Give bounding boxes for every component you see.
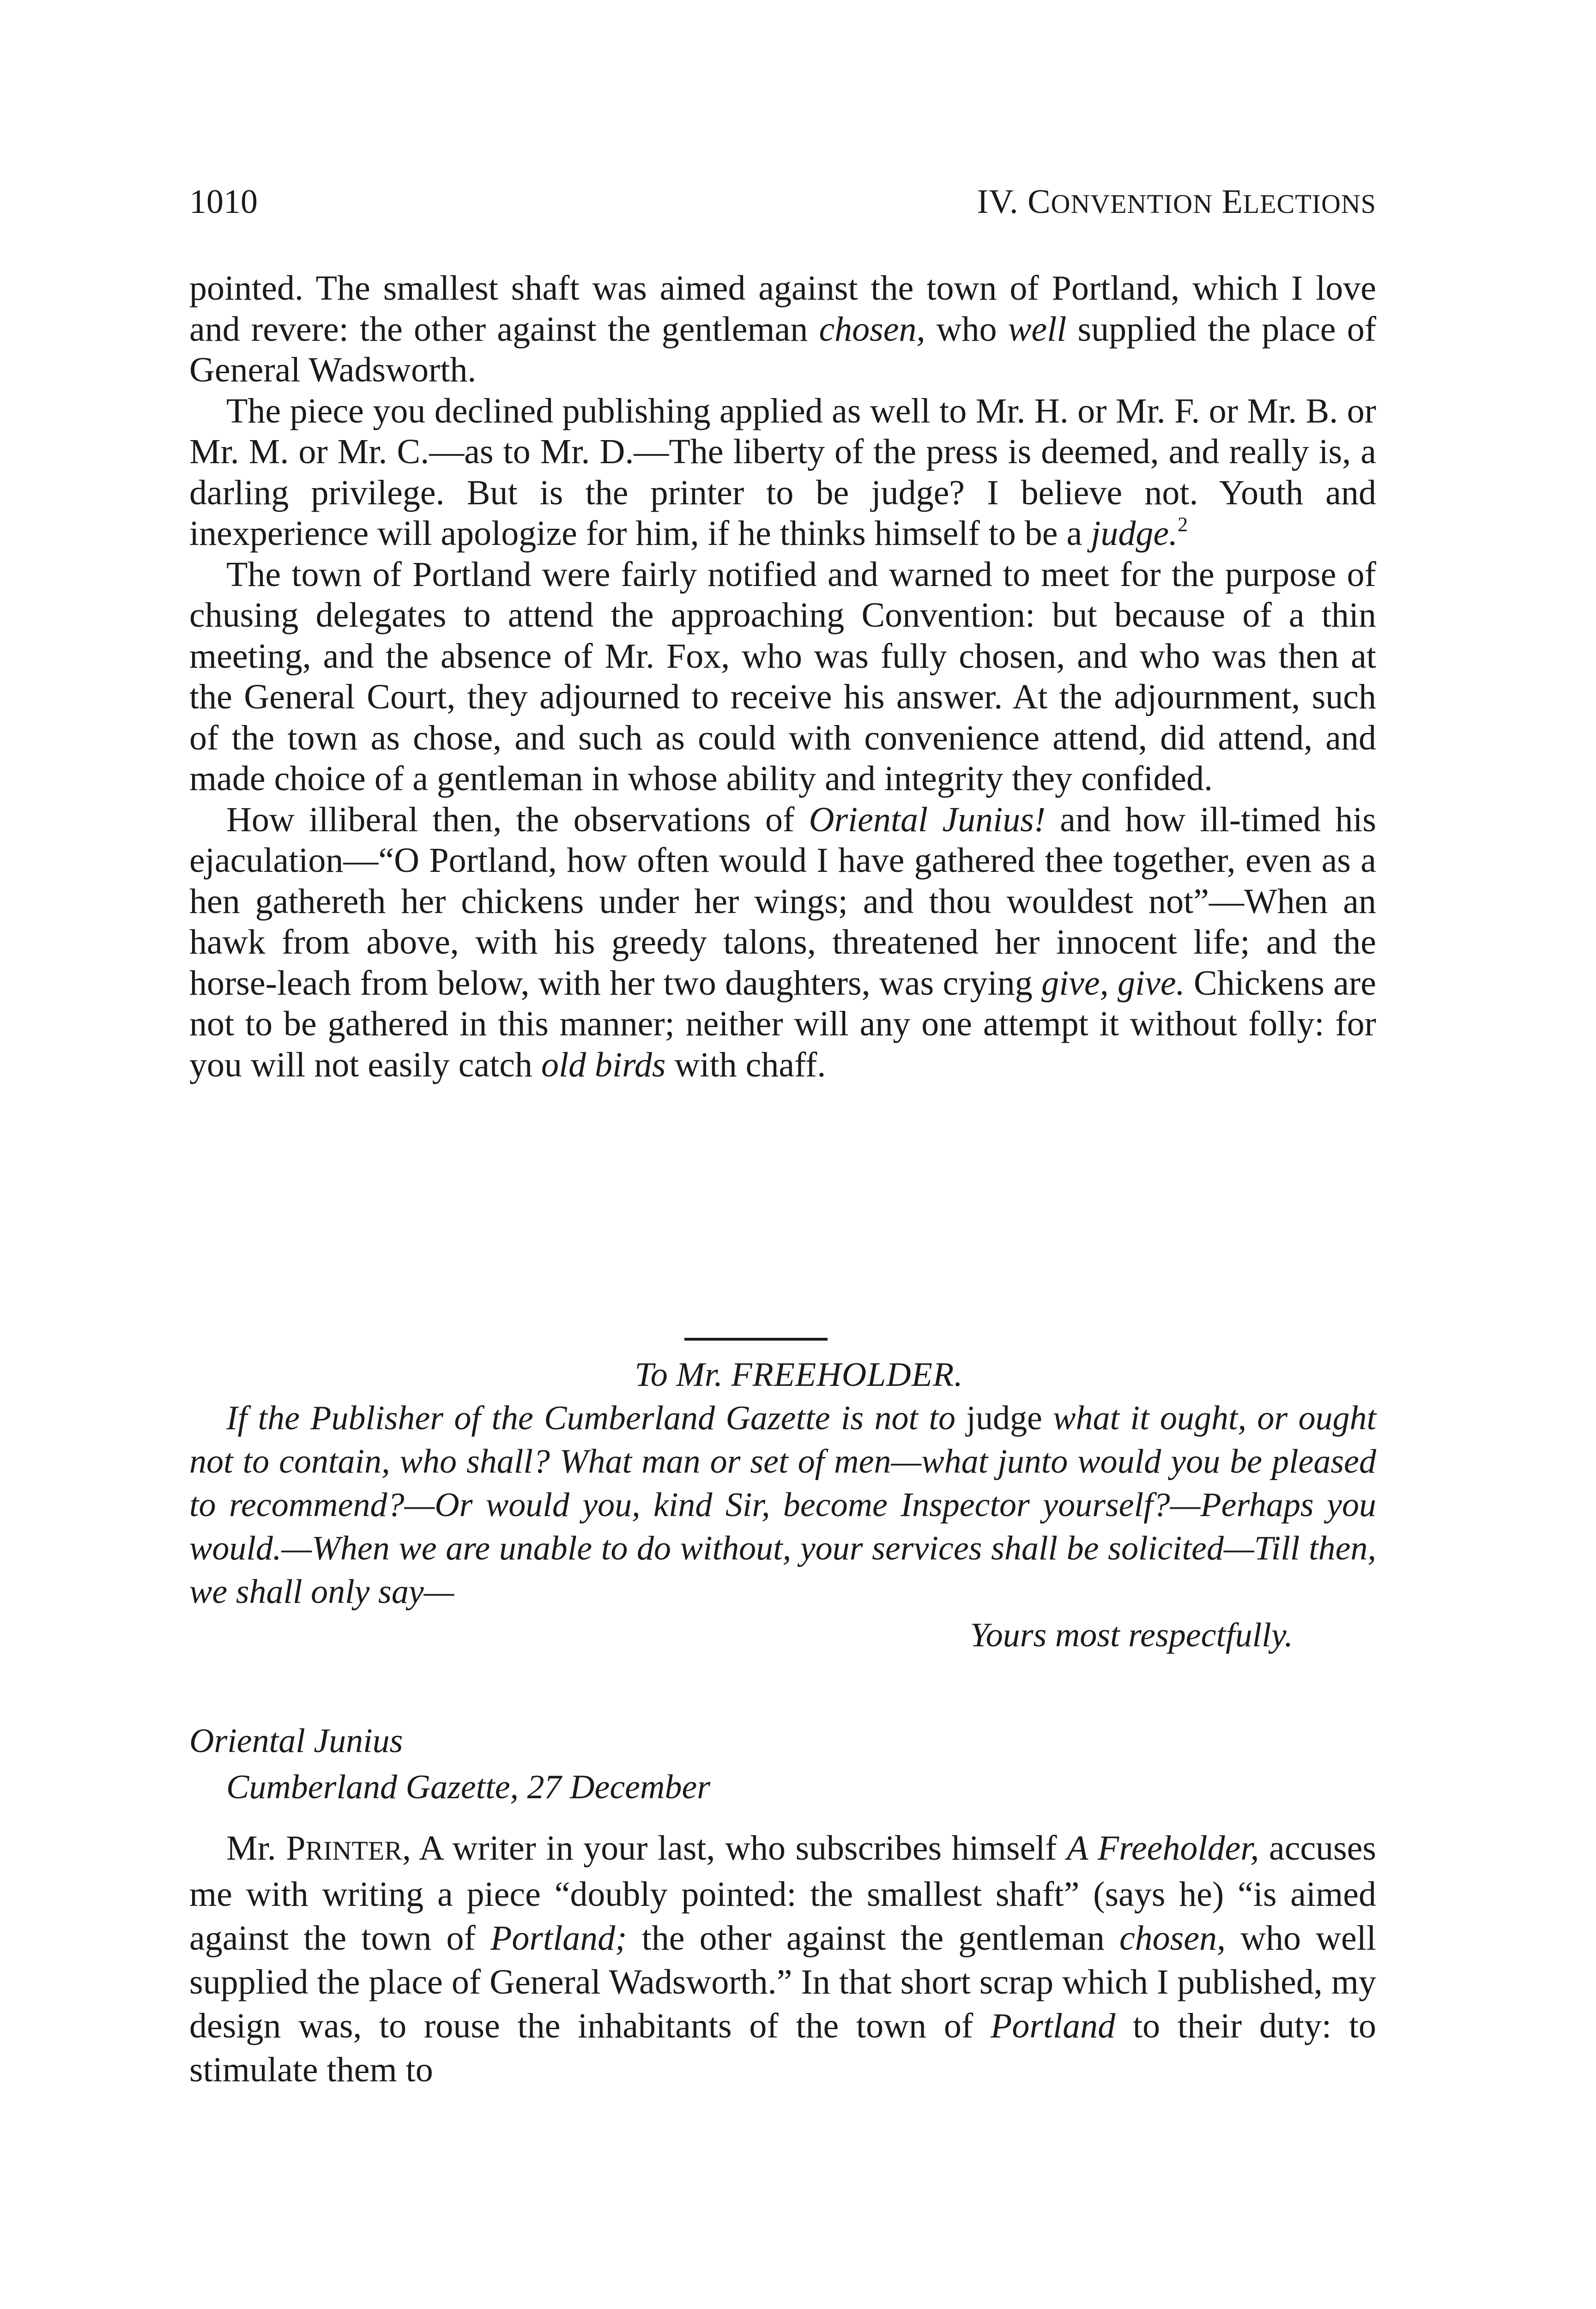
letter-italic-2: Portland; bbox=[490, 1919, 627, 1958]
letter-italic-3: chosen, bbox=[1119, 1919, 1226, 1958]
paragraph-4 bbox=[189, 799, 1376, 1086]
oriental-junius-letter bbox=[189, 1826, 1376, 2092]
paragraph-3 bbox=[189, 554, 1376, 799]
paragraph-4-italic-3: old birds bbox=[541, 1045, 666, 1084]
running-head-smallcaps-1: ONVENTION bbox=[1051, 189, 1213, 219]
section-divider-rule bbox=[684, 1338, 828, 1341]
editor-reply bbox=[189, 1353, 1376, 1657]
freeholder-letter-body bbox=[189, 268, 1376, 1085]
source-publication: Cumberland Gazette, 27 December bbox=[226, 1768, 711, 1806]
paragraph-4-text-1: How illiberal then, the observations of bbox=[226, 800, 809, 839]
source-citation bbox=[189, 1718, 1376, 1810]
reply-heading-prefix: To Mr. bbox=[635, 1356, 732, 1394]
letter-salutation-smallcaps: RINTER bbox=[305, 1836, 402, 1866]
letter-paragraph bbox=[189, 1826, 1376, 2092]
running-head-numeral: IV. C bbox=[977, 183, 1051, 221]
paragraph-1-text-1: pointed. The smallest shaft was aimed against the town of Portland, which I love and revere: the other against the gentleman bbox=[189, 269, 1376, 349]
paragraph-2-text-1: The piece you declined publishing applied as well to Mr. H. or Mr. F. or Mr. B. or Mr. M. or Mr. C.—as to Mr. D.—The liberty of the press is deemed, and really is, a darling privilege. But is the printer to be judge? I believe not. Youth and inexperience will apologize for him, if he thinks himself to be a bbox=[189, 391, 1376, 553]
reply-text-italic-2: what it ought, or ought not to contain, who shall? What man or set of men—what junto would you be pleased to recommend?—Or would you, kind Sir, become Inspector yourself?—Perhaps you would.—When we are unable to do without, your services shall be solicited—Till then, we shall only say— bbox=[189, 1399, 1377, 1611]
letter-text-1: , A writer in your last, who subscribes himself bbox=[402, 1829, 1067, 1868]
reply-text-italic-1: If the Publisher of the Cumberland Gazette is not to bbox=[226, 1399, 956, 1437]
paragraph-4-text-4: with chaff. bbox=[665, 1045, 826, 1084]
paragraph-1-italic-2: well bbox=[1008, 309, 1067, 349]
reply-heading-name: FREEHOLDER. bbox=[731, 1356, 963, 1394]
letter-italic-1: A Freeholder, bbox=[1067, 1829, 1259, 1868]
paragraph-2-italic-1: judge. bbox=[1091, 514, 1178, 553]
running-head-space: E bbox=[1212, 183, 1243, 221]
page-number: 1010 bbox=[189, 183, 258, 221]
letter-salutation: Mr. P bbox=[226, 1829, 306, 1868]
footnote-marker: 2 bbox=[1178, 513, 1188, 536]
paragraph-4-text-3: Chickens are not to be gathered in this manner; neither will any one attempt it without folly: for you will not easily catch bbox=[189, 963, 1376, 1084]
paragraph-3-text-1: The town of Portland were fairly notified and warned to meet for the purpose of chusing delegates to attend the approaching Convention: but because of a thin meeting, and the absence of Mr. Fox, who was fully chosen, and who was then at the General Court, they adjourned to receive his answer. At the adjournment, such of the town as chose, and such as could with convenience attend, did attend, and made choice of a gentleman in whose ability and integrity they confided. bbox=[189, 555, 1376, 798]
letter-text-3: the other against the gentleman bbox=[627, 1919, 1119, 1958]
paragraph-1-text-3: supplied the place of General Wadsworth. bbox=[189, 309, 1377, 389]
running-head bbox=[977, 182, 1376, 222]
paragraph-2 bbox=[189, 391, 1376, 554]
letter-text-2: accuses me with writing a piece “doubly pointed: the smallest shaft” (says he) “is aimed against the town of bbox=[189, 1829, 1376, 1958]
paragraph-1-italic-1: chosen, bbox=[819, 309, 925, 349]
paragraph-1-text-2: who bbox=[925, 309, 1008, 349]
paragraph-4-text-2: and how ill-timed his ejaculation—“O Portland, how often would I have gathered thee together, even as a hen gathereth her chickens under her wings; and thou wouldest not”—When an hawk from above, with his greedy talons, threatened her innocent life; and the horse-leach from below, with her two daughters, was crying bbox=[189, 800, 1377, 1003]
paragraph-4-italic-1: Oriental Junius! bbox=[809, 800, 1046, 839]
reply-heading bbox=[189, 1353, 1376, 1396]
reply-signoff: Yours most respectfully. bbox=[970, 1616, 1293, 1654]
reply-text bbox=[189, 1396, 1376, 1614]
paragraph-4-italic-2: give, give. bbox=[1041, 963, 1185, 1003]
page-header bbox=[189, 182, 1376, 224]
source-author: Oriental Junius bbox=[189, 1722, 403, 1760]
letter-italic-4: Portland bbox=[990, 2007, 1116, 2045]
letter-text-4: who well supplied the place of General Wadsworth.” In that short scrap which I published, my design was, to rouse the inhabitants of the town of bbox=[189, 1919, 1376, 2045]
paragraph-1 bbox=[189, 268, 1376, 391]
running-head-smallcaps-2: LECTIONS bbox=[1243, 189, 1376, 219]
letter-text-5: to their duty: to stimulate them to bbox=[189, 2007, 1376, 2089]
reply-text-roman: judge bbox=[955, 1399, 1053, 1437]
